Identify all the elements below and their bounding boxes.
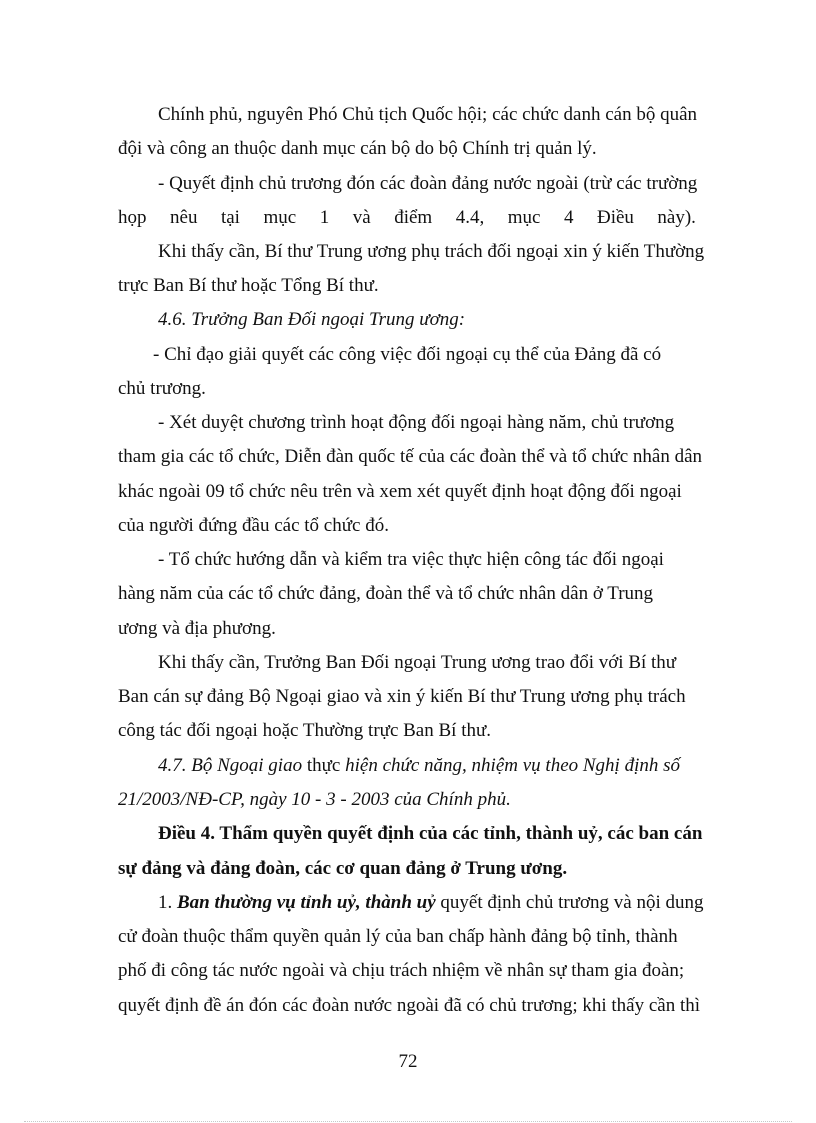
- word: Điều: [596, 207, 634, 228]
- text-line: Khi thấy cần, Bí thư Trung ương phụ trách đối ngoại xin ý kiến Thường: [158, 241, 705, 262]
- text-line: hàng năm của các tổ chức đảng, đoàn thể và tổ chức nhân dân ở Trung: [118, 583, 654, 604]
- word: 1: [319, 207, 330, 228]
- text-line: tham gia các tổ chức, Diễn đàn quốc tế của các đoàn thể và tổ chức nhân dân: [118, 446, 703, 467]
- text-line: của người đứng đầu các tổ chức đó.: [118, 515, 389, 536]
- text-line: - Tổ chức hướng dẫn và kiểm tra việc thực hiện công tác đối ngoại: [158, 549, 664, 570]
- heading-italic-part: hiện chức năng, nhiệm vụ theo Nghị định số: [345, 755, 681, 776]
- page-number: 72: [398, 1051, 418, 1072]
- word: 4.4,: [455, 207, 485, 228]
- text-line: phố đi công tác nước ngoài và chịu trách nhiệm về nhân sự tham gia đoàn;: [118, 960, 685, 981]
- text-line: Khi thấy cần, Trưởng Ban Đối ngoại Trung ương trao đổi với Bí thư: [158, 652, 677, 673]
- word: tại: [220, 207, 240, 228]
- item-subject: Ban thường vụ tỉnh uỷ, thành uỷ: [177, 892, 436, 913]
- text-line: 21/2003/NĐ-CP, ngày 10 - 3 - 2003 của Chính phủ.: [118, 789, 511, 810]
- section-heading-4-7: [158, 753, 696, 779]
- article-heading: sự đảng và đảng đoàn, các cơ quan đảng ở Trung ương.: [118, 858, 568, 879]
- word: 4: [563, 207, 574, 228]
- text-line: - Chỉ đạo giải quyết các công việc đối ngoại cụ thể của Đảng đã có: [153, 344, 662, 365]
- article-heading: Điều 4. Thẩm quyền quyết định của các tỉnh, thành uỷ, các ban cán: [158, 823, 703, 844]
- text-line: trực Ban Bí thư hoặc Tổng Bí thư.: [118, 275, 379, 296]
- page-bottom-rule: [24, 1121, 792, 1122]
- word: nêu: [170, 207, 198, 228]
- heading-italic-part: 4.7. Bộ Ngoại giao: [158, 755, 303, 776]
- word: này).: [657, 207, 696, 228]
- text-line: quyết định đề án đón các đoàn nước ngoài đã có chủ trương; khi thấy cần thì: [118, 995, 701, 1016]
- text-line: đội và công an thuộc danh mục cán bộ do bộ Chính trị quản lý.: [118, 138, 597, 159]
- item-text: quyết định chủ trương và nội dung: [435, 892, 704, 913]
- text-line: - Xét duyệt chương trình hoạt động đối ngoại hàng năm, chủ trương: [158, 412, 675, 433]
- word: mục: [507, 207, 541, 228]
- text-line: khác ngoài 09 tổ chức nêu trên và xem xét quyết định hoạt động đối ngoại: [118, 481, 682, 502]
- word: và: [352, 207, 371, 228]
- text-line: chủ trương.: [118, 378, 206, 399]
- item-number: 1.: [158, 892, 177, 913]
- text-line: [158, 890, 704, 916]
- heading-plain-part: thực: [302, 755, 346, 776]
- word: điểm: [394, 207, 433, 228]
- word: họp: [118, 207, 147, 228]
- text-line: công tác đối ngoại hoặc Thường trực Ban Bí thư.: [118, 720, 492, 741]
- text-line-justified: [118, 205, 696, 231]
- text-line: cử đoàn thuộc thẩm quyền quản lý của ban chấp hành đảng bộ tỉnh, thành: [118, 926, 678, 947]
- text-line: Ban cán sự đảng Bộ Ngoại giao và xin ý kiến Bí thư Trung ương phụ trách: [118, 686, 686, 707]
- word: mục: [263, 207, 297, 228]
- section-heading-4-6: 4.6. Trưởng Ban Đối ngoại Trung ương:: [158, 309, 466, 330]
- text-line: ương và địa phương.: [118, 618, 276, 639]
- text-line: Chính phủ, nguyên Phó Chủ tịch Quốc hội; các chức danh cán bộ quân: [158, 104, 698, 125]
- text-line: - Quyết định chủ trương đón các đoàn đảng nước ngoài (trừ các trường: [158, 173, 698, 194]
